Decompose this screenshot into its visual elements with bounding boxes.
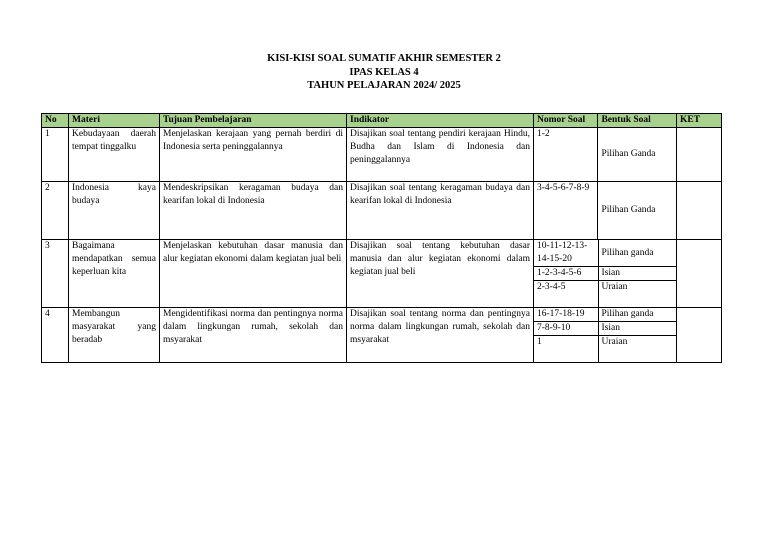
header-tujuan: Tujuan Pembelajaran: [160, 114, 347, 128]
cell-ket: [677, 308, 722, 363]
sub-row: [534, 281, 676, 308]
cell-bentuk-soal: Pilihan ganda: [601, 309, 654, 319]
cell-bentuk-soal: Pilihan Ganda: [598, 182, 677, 240]
header-no: No: [42, 114, 69, 128]
cell-tujuan: Mengidentifikasi norma dan pentingnya norma dalam lingkungan rumah, sekolah dan msyarakat: [160, 308, 347, 363]
cell-tujuan: Menjelaskan kebutuhan dasar manusia dan alur kegiatan ekonomi dalam kegiatan jual beli: [160, 240, 347, 308]
kisi-kisi-table: [41, 113, 722, 363]
cell-nomor-soal: 7-8-9-10: [534, 322, 598, 336]
header-ket: KET: [677, 114, 722, 128]
cell-bentuk-soal: Uraian: [598, 336, 676, 363]
cell-indikator: Disajikan soal tentang keragaman budaya dan kearifan lokal di Indonesia: [347, 182, 534, 240]
cell-ket: [677, 240, 722, 308]
cell-bentuk-soal: Uraian: [598, 281, 676, 308]
title-line-3: TAHUN PELAJARAN 2024/ 2025: [307, 80, 461, 91]
title-line-1: KISI-KISI SOAL SUMATIF AKHIR SEMESTER 2: [267, 53, 501, 64]
cell-indikator: Disajikan soal tentang pendiri kerajaan Hindu, Budha dan Islam di Indonesia dan peninggalannya: [347, 128, 534, 182]
table-row: [42, 128, 722, 182]
cell-nomor-soal: 1: [534, 336, 598, 363]
cell-indikator: Disajikan soal tentang norma dan pentingnya norma dalam lingkungan rumah, sekolah dan msyarakat: [347, 308, 534, 363]
cell-bentuk-soal: Pilihan Ganda: [598, 128, 677, 182]
cell-no: 2: [42, 182, 69, 240]
header-bentuk-soal: Bentuk Soal: [598, 114, 677, 128]
header-indikator: Indikator: [347, 114, 534, 128]
cell-materi: Membangun masyarakat yang beradab: [69, 308, 160, 363]
cell-bentuk-soal: Isian: [598, 267, 676, 281]
cell-ket: [677, 182, 722, 240]
cell-sub-items: [534, 308, 677, 363]
cell-nomor-soal: 1-2: [534, 128, 598, 182]
document-title: [0, 52, 768, 93]
sub-row: [534, 336, 676, 363]
cell-no: 1: [42, 128, 69, 182]
header-nomor-soal: Nomor Soal: [534, 114, 598, 128]
cell-no: 4: [42, 308, 69, 363]
cell-nomor-soal: 1-2-3-4-5-6: [534, 267, 598, 281]
cell-no: 3: [42, 240, 69, 308]
sub-items-table: [534, 240, 676, 307]
cell-nomor-soal: 16-17-18-19: [534, 308, 598, 322]
cell-tujuan: Mendeskripsikan keragaman budaya dan kearifan lokal di Indonesia: [160, 182, 347, 240]
cell-nomor-soal: 10-11-12-13-14-15-20: [534, 240, 598, 267]
cell-nomor-soal: 2-3-4-5: [534, 281, 598, 308]
title-line-2: IPAS KELAS 4: [349, 66, 419, 78]
sub-items-table: [534, 308, 676, 362]
cell-bentuk-soal: Isian: [598, 322, 676, 336]
table-row: [42, 182, 722, 240]
cell-indikator: Disajikan soal tentang kebutuhan dasar manusia dan alur kegiatan ekonomi dalam kegiatan jual beli: [347, 240, 534, 308]
cell-sub-items: [534, 240, 677, 308]
sub-row: [534, 322, 676, 336]
sub-row: [534, 308, 676, 322]
table-row: [42, 240, 722, 308]
cell-ket: [677, 128, 722, 182]
cell-bentuk-soal: Pilihan ganda: [601, 247, 654, 258]
cell-materi: Indonesia kaya budaya: [69, 182, 160, 240]
sub-row: [534, 240, 676, 267]
table-header-row: [42, 114, 722, 128]
header-materi: Materi: [69, 114, 160, 128]
cell-nomor-soal: 3-4-5-6-7-8-9: [534, 182, 598, 240]
sub-row: [534, 267, 676, 281]
cell-materi: Bagaimana mendapatkan semua keperluan kita: [69, 240, 160, 308]
table-row: [42, 308, 722, 363]
cell-materi: Kebudayaan daerah tempat tinggalku: [69, 128, 160, 182]
cell-tujuan: Menjelaskan kerajaan yang pernah berdiri di Indonesia serta peninggalannya: [160, 128, 347, 182]
